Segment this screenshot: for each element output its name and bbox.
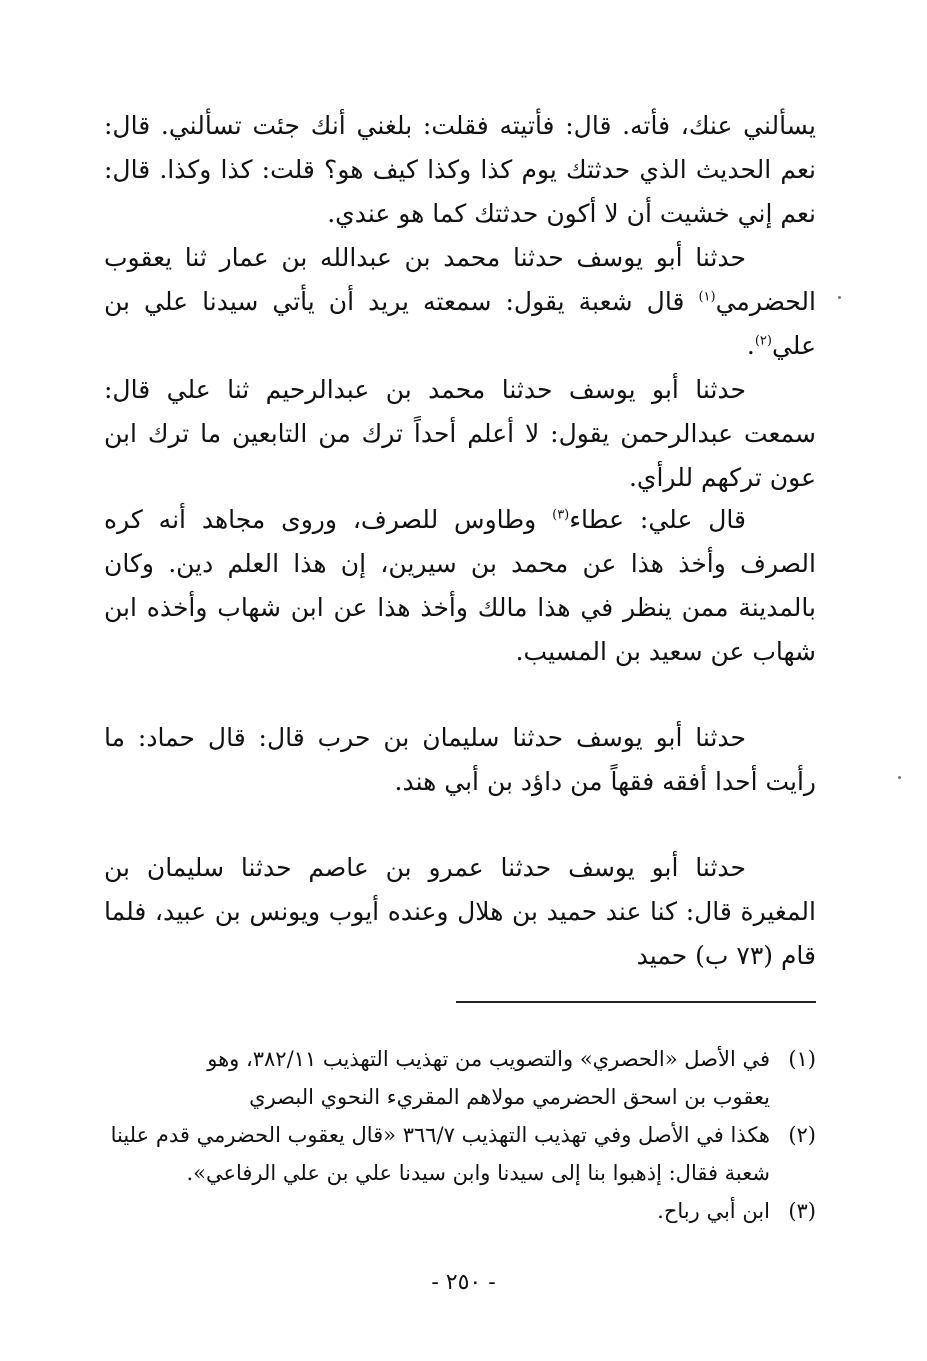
paragraph-3: حدثنا أبو يوسف حدثنا محمد بن عبدالرحيم ثنا علي قال: سمعت عبدالرحمن يقول: لا أعلم أحداً ترك من التابعين ما ترك ابن عون تركهم للرأي.	[104, 375, 816, 492]
footnote-number: (١)	[788, 1047, 816, 1071]
paragraph-2-text-a: حدثنا أبو يوسف حدثنا محمد بن عبدالله بن عمار ثنا يعقوب الحضرمي	[104, 243, 816, 316]
footnote-2	[104, 1116, 816, 1192]
paragraph-2	[104, 236, 816, 368]
main-text-block-1	[104, 104, 816, 500]
main-text-block-3	[104, 716, 816, 804]
paragraph-4-text-a: قال علي: عطاء	[569, 505, 746, 534]
paragraph-4	[104, 498, 816, 674]
footnote-text: هكذا في الأصل وفي تهذيب التهذيب ٣٦٦/٧ «قال يعقوب الحضرمي قدم علينا	[110, 1123, 770, 1147]
footnote-number: (٢)	[788, 1123, 816, 1147]
footnote-ref-3: (٣)	[552, 507, 570, 523]
footnote-ref-2: (٢)	[754, 333, 772, 349]
footnote-3	[104, 1192, 816, 1230]
footnote-1	[104, 1040, 816, 1116]
page-number: - ٢٥٠ -	[431, 1270, 496, 1295]
paragraph-5: حدثنا أبو يوسف حدثنا سليمان بن حرب قال: قال حماد: ما رأيت أحدا أفقه فقهاً من داؤد بن أبي هند.	[104, 723, 816, 796]
main-text-block-2	[104, 498, 816, 674]
footnote-number: (٣)	[788, 1199, 816, 1223]
footnote-text-continued: يعقوب بن اسحق الحضرمي مولاهم المقريء النحوي البصري	[249, 1085, 770, 1109]
footnote-text-continued: شعبة فقال: إذهبوا بنا إلى سيدنا وابن سيدنا علي بن علي الرفاعي».	[186, 1161, 770, 1185]
footnote-ref-1: (١)	[698, 289, 716, 305]
footnote-text: ابن أبي رباح.	[657, 1199, 770, 1223]
paragraph-4-text-b: وطاوس للصرف، وروى مجاهد أنه كره الصرف وأخذ هذا عن محمد بن سيرين، إن هذا العلم دين. وكان بالمدينة ممن ينظر في هذا مالك وأخذ هذا عن ابن شهاب وأخذه ابن شهاب عن سعيد بن المسيب.	[104, 505, 816, 666]
footnote-text: في الأصل «الحصري» والتصويب من تهذيب التهذيب ٣٨٢/١١، وهو	[207, 1047, 770, 1071]
paragraph-2-text-c: .	[746, 331, 755, 360]
paragraph-6: حدثنا أبو يوسف حدثنا عمرو بن عاصم حدثنا سليمان بن المغيرة قال: كنا عند حميد بن هلال وعنده أيوب ويونس بن عبيد، فلما قام (٧٣ ب) حميد	[104, 853, 816, 970]
paragraph-1: يسألني عنك، فأته. قال: فأتيته فقلت: بلغني أنك جئت تسألني. قال: نعم الحديث الذي حدثتك يوم كذا وكذا كيف هو؟ قلت: كذا وكذا. قال: نعم إني خشيت أن لا أكون حدثتك كما هو عندي.	[104, 111, 816, 228]
scan-speck	[898, 776, 901, 779]
paragraph-2-text-b: قال شعبة يقول: سمعته يريد أن يأتي سيدنا علي بن علي	[104, 287, 816, 360]
footnotes	[104, 1040, 816, 1230]
main-text-block-4	[104, 846, 816, 978]
footnote-separator	[456, 1001, 816, 1003]
scan-speck	[838, 296, 841, 299]
